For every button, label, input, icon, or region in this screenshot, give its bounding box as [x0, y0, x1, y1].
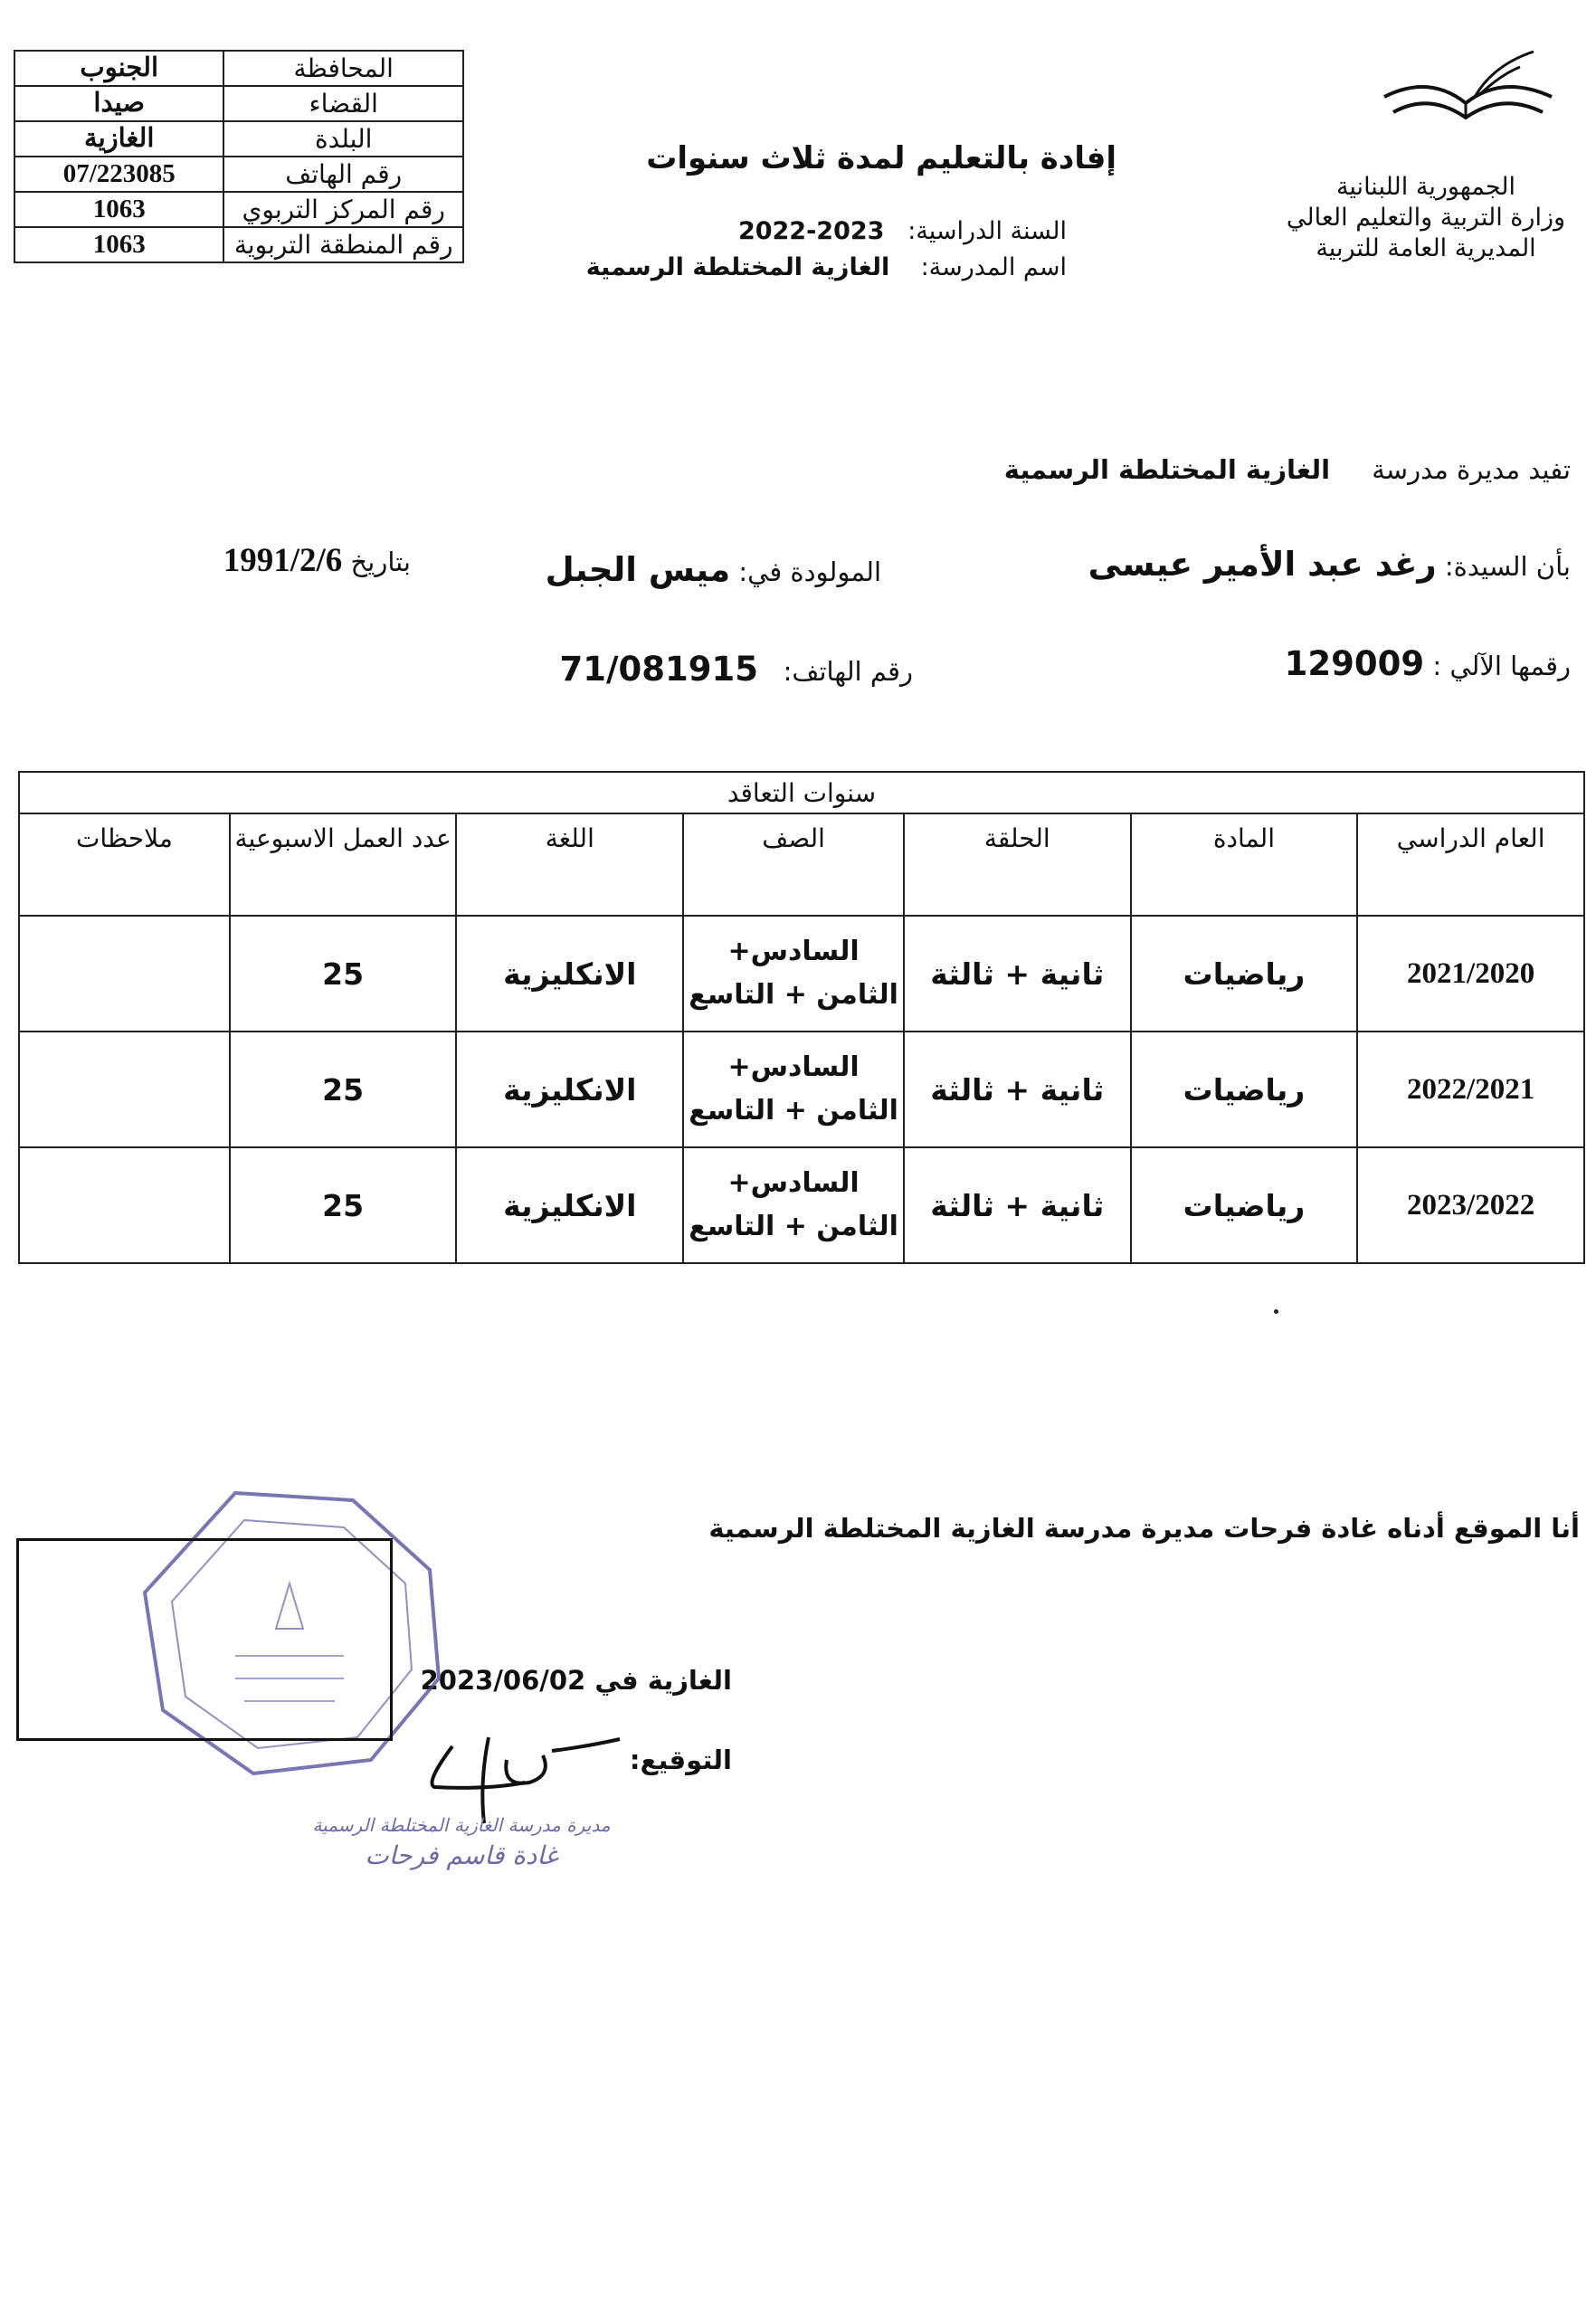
cell-year: 2022/2021 [1357, 1032, 1584, 1147]
grade-line: السادس+ [727, 936, 860, 967]
place-date: الغازية في 2023/06/02 [420, 1665, 732, 1696]
name-line [1088, 545, 1571, 584]
info-row [14, 86, 463, 121]
cell-cycle: ثانية + ثالثة [904, 1147, 1131, 1263]
info-label: رقم المنطقة التربوية [223, 227, 463, 262]
school-name-line [586, 253, 1067, 281]
info-label: البلدة [223, 121, 463, 157]
intro-school: الغازية المختلطة الرسمية [1003, 454, 1331, 485]
grade-line: السادس+ [727, 1051, 860, 1083]
stray-dot [1274, 1309, 1278, 1314]
ministry-line: الجمهورية اللبنانية [1335, 173, 1516, 201]
ministry-line: وزارة التربية والتعليم العالي [1286, 204, 1566, 232]
ministry-logo-icon [1375, 47, 1556, 138]
birthdate-line [223, 541, 411, 580]
header-subject: المادة [1131, 813, 1358, 916]
table-caption: سنوات التعاقد [19, 772, 1584, 813]
stamp-caption-line: غادة قاسم فرحات [365, 1840, 558, 1870]
info-row [14, 227, 463, 262]
cell-year: 2023/2022 [1357, 1147, 1584, 1263]
table-row [19, 1032, 1584, 1147]
info-value: 1063 [14, 192, 223, 227]
ministry-block [1281, 172, 1571, 264]
birthplace-value: ميس الجبل [545, 550, 731, 589]
grade-line: الثامن + التاسع [689, 979, 898, 1011]
info-value: الجنوب [14, 51, 223, 86]
intro-line [1004, 454, 1571, 485]
header-grade: الصف [683, 813, 904, 916]
info-label: المحافظة [223, 51, 463, 86]
info-value: صيدا [14, 86, 223, 121]
birthplace-line [546, 550, 881, 589]
cell-notes [19, 1032, 230, 1147]
school-name-value: الغازية المختلطة الرسمية [585, 253, 890, 281]
stamp-frame [16, 1538, 393, 1741]
cell-cycle: ثانية + ثالثة [904, 916, 1131, 1032]
school-year-line [738, 217, 1067, 245]
table-row [19, 1147, 1584, 1263]
header-cycle: الحلقة [904, 813, 1131, 916]
cell-grade [683, 1032, 904, 1147]
cell-year: 2021/2020 [1357, 916, 1584, 1032]
info-row [14, 51, 463, 86]
school-year-value: 2022-2023 [737, 217, 885, 245]
table-header-row [19, 813, 1584, 916]
name-label: بأن السيدة: [1444, 551, 1571, 582]
stamp-caption [299, 1810, 624, 1871]
header-hours: عدد العمل الاسبوعية [230, 813, 457, 916]
cell-notes [19, 916, 230, 1032]
phone-line [560, 650, 913, 689]
phone-value: 71/081915 [559, 650, 758, 689]
cell-grade [683, 1147, 904, 1263]
grade-line: الثامن + التاسع [689, 1095, 898, 1127]
cell-hours: 25 [230, 1032, 457, 1147]
cell-language: الانكليزية [456, 1147, 683, 1263]
cell-subject: رياضيات [1131, 916, 1358, 1032]
grade-line: الثامن + التاسع [689, 1211, 898, 1242]
id-label: رقمها الآلي : [1432, 651, 1571, 681]
table-caption-row [19, 772, 1584, 813]
info-value: الغازية [14, 121, 223, 157]
header-year: العام الدراسي [1357, 813, 1584, 916]
grade-line: السادس+ [727, 1167, 860, 1199]
birthdate-value: 1991/2/6 [223, 542, 343, 579]
info-table [14, 50, 464, 263]
header-notes: ملاحظات [19, 813, 230, 916]
stamp-caption-line: مديرة مدرسة الغازية المختلطة الرسمية [312, 1814, 611, 1836]
signer-statement: أنا الموقع أدناه غادة فرحات مديرة مدرسة الغازية المختلطة الرسمية [708, 1513, 1580, 1544]
table-row [19, 916, 1584, 1032]
contract-table [18, 771, 1585, 1264]
info-label: رقم المركز التربوي [223, 192, 463, 227]
info-label: القضاء [223, 86, 463, 121]
info-row [14, 157, 463, 192]
info-value: 07/223085 [14, 157, 223, 192]
cell-subject: رياضيات [1131, 1147, 1358, 1263]
id-value: 129009 [1284, 644, 1425, 683]
cell-subject: رياضيات [1131, 1032, 1358, 1147]
ministry-line: المديرية العامة للتربية [1316, 234, 1536, 262]
signature-label: التوقيع: [629, 1745, 732, 1775]
info-value: 1063 [14, 227, 223, 262]
cell-hours: 25 [230, 916, 457, 1032]
phone-label: رقم الهاتف: [783, 656, 913, 687]
birthplace-label: المولودة في: [738, 556, 881, 587]
intro-label: تفيد مديرة مدرسة [1372, 454, 1571, 485]
school-name-label: اسم المدرسة: [920, 253, 1067, 281]
cell-grade [683, 916, 904, 1032]
cell-language: الانكليزية [456, 916, 683, 1032]
info-row [14, 121, 463, 157]
header-language: اللغة [456, 813, 683, 916]
birthdate-label: بتاريخ [350, 547, 411, 577]
school-year-label: السنة الدراسية: [907, 217, 1067, 245]
cell-language: الانكليزية [456, 1032, 683, 1147]
info-label: رقم الهاتف [223, 157, 463, 192]
document-title: إفادة بالتعليم لمدة ثلاث سنوات [646, 140, 1116, 176]
info-row [14, 192, 463, 227]
cell-hours: 25 [230, 1147, 457, 1263]
id-line [1285, 644, 1571, 683]
cell-cycle: ثانية + ثالثة [904, 1032, 1131, 1147]
name-value: رغد عبد الأمير عيسى [1088, 545, 1437, 584]
cell-notes [19, 1147, 230, 1263]
